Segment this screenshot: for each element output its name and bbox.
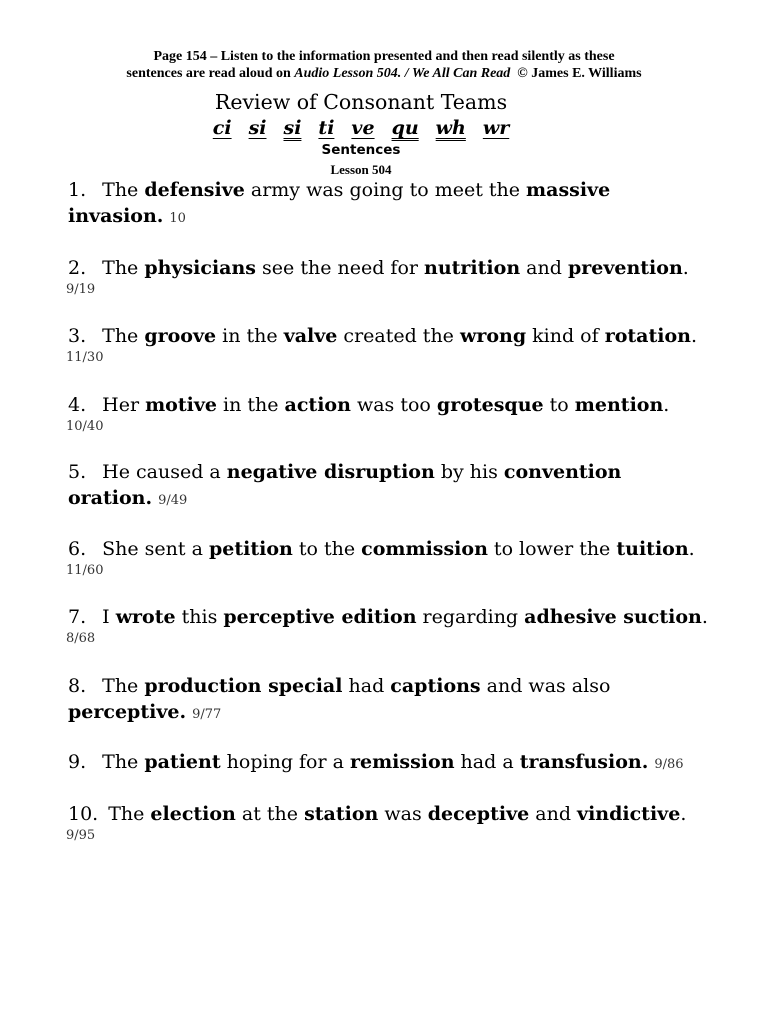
sentence-3 <box>68 323 697 367</box>
sentence-text: . <box>680 803 687 825</box>
sentence-text: was too <box>350 394 437 416</box>
sentence-text: Her <box>102 394 146 416</box>
sentence-6 <box>68 536 695 580</box>
sentence-text: to lower the <box>487 538 617 560</box>
bold-word: wrote <box>115 606 176 628</box>
word-count-line <box>66 562 695 580</box>
bold-word: station <box>304 803 379 825</box>
bold-word: nutrition <box>424 257 521 279</box>
bold-word: perceptive edition <box>223 606 417 628</box>
sentence-2 <box>68 255 689 299</box>
word-count: 10/40 <box>66 419 104 434</box>
sentence-text: was <box>378 803 428 825</box>
sentence-text: by his <box>434 461 504 483</box>
sentence-line <box>68 203 610 229</box>
bold-word: rotation <box>604 325 691 347</box>
sentence-number: 5. <box>68 461 87 483</box>
sentence-text: see the need for <box>256 257 425 279</box>
word-count-line <box>66 827 686 845</box>
bold-word: transfusion. <box>519 751 649 773</box>
sentence-text: I <box>102 606 116 628</box>
sentence-line <box>68 392 669 418</box>
sentence-number: 8. <box>68 675 87 697</box>
sentence-text: had <box>342 675 391 697</box>
bold-word: valve <box>283 325 338 347</box>
consonant-teams-row <box>0 115 722 141</box>
bold-word: defensive <box>144 179 245 201</box>
sentence-text: army was going to meet the <box>244 179 527 201</box>
word-count-line <box>66 418 669 436</box>
sentence-line <box>68 459 621 485</box>
page-instructions-continued: sentences are read aloud on <box>126 66 295 81</box>
bold-word: wrong <box>459 325 527 347</box>
bold-word: groove <box>144 325 217 347</box>
bold-word: production special <box>144 675 343 697</box>
sentence-text: regarding <box>416 606 525 628</box>
section-subtitle: Sentences <box>321 142 401 158</box>
audio-lesson-reference: Audio Lesson 504. / We All Can Read <box>294 66 511 81</box>
consonant-team-3: si <box>283 117 302 139</box>
sentence-5 <box>68 459 621 511</box>
bold-word: convention <box>503 461 622 483</box>
sentence-line <box>68 604 708 630</box>
bold-word: oration. <box>68 487 153 509</box>
bold-word: grotesque <box>436 394 544 416</box>
consonant-team-4: ti <box>318 117 335 139</box>
sentence-number: 1. <box>68 179 87 201</box>
sentence-text: had a <box>454 751 520 773</box>
sentence-text: and was also <box>480 675 611 697</box>
sentence-line <box>68 485 621 511</box>
bold-word: captions <box>390 675 481 697</box>
word-count: 9/49 <box>158 493 188 508</box>
sentence-8 <box>68 673 610 725</box>
page-instructions: Page 154 – Listen to the information presented and then read silently as these <box>153 49 615 64</box>
sentence-text: The <box>102 751 145 773</box>
bold-word: remission <box>349 751 455 773</box>
sentence-line <box>68 536 695 562</box>
sentence-number: 2. <box>68 257 87 279</box>
sentence-text: hoping for a <box>220 751 350 773</box>
bold-word: perceptive. <box>68 701 187 723</box>
sentence-text: . <box>682 257 689 279</box>
sentence-text: kind of <box>526 325 605 347</box>
lesson-title: Review of Consonant Teams <box>214 90 508 114</box>
page-header-line-2 <box>0 65 768 83</box>
sentence-9 <box>68 749 684 775</box>
sentence-text: The <box>102 257 145 279</box>
sentence-text: . <box>690 325 698 347</box>
word-count-line <box>66 349 697 367</box>
sentence-line <box>68 177 610 203</box>
sentence-number: 3. <box>68 325 87 347</box>
sentence-text: . <box>663 394 670 416</box>
word-count: 9/77 <box>192 707 222 722</box>
consonant-team-6: qu <box>391 117 419 139</box>
sentence-number: 9. <box>68 751 87 773</box>
bold-word: negative disruption <box>226 461 435 483</box>
bold-word: tuition <box>616 538 689 560</box>
word-count: 9/95 <box>66 828 96 843</box>
sentence-line <box>68 255 689 281</box>
sentence-text: and <box>529 803 578 825</box>
word-count: 10 <box>169 211 186 226</box>
sentence-line <box>68 749 684 775</box>
sentence-text: The <box>108 803 151 825</box>
sentence-10 <box>68 801 686 845</box>
bold-word: patient <box>144 751 221 773</box>
bold-word: massive <box>526 179 611 201</box>
consonant-team-2: si <box>248 117 267 139</box>
sentence-7 <box>68 604 708 648</box>
sentence-text: created the <box>337 325 460 347</box>
sentence-text: in the <box>216 325 284 347</box>
word-count: 11/30 <box>66 350 104 365</box>
word-count-line <box>66 281 689 299</box>
consonant-team-5: ve <box>351 117 375 139</box>
word-count: 9/86 <box>654 757 684 772</box>
sentence-text: The <box>102 675 145 697</box>
bold-word: invasion. <box>68 205 164 227</box>
bold-word: motive <box>145 394 217 416</box>
sentence-4 <box>68 392 669 436</box>
sentence-line <box>68 323 697 349</box>
sentence-number: 6. <box>68 538 87 560</box>
sentence-number: 10. <box>68 803 99 825</box>
copyright-notice: © James E. Williams <box>510 66 642 81</box>
bold-word: commission <box>361 538 488 560</box>
sentence-text: . <box>688 538 695 560</box>
sentence-line <box>68 801 686 827</box>
sentence-line <box>68 673 610 699</box>
bold-word: election <box>150 803 236 825</box>
sentence-text: in the <box>216 394 285 416</box>
sentence-1 <box>68 177 610 229</box>
bold-word: vindictive <box>577 803 681 825</box>
sentence-number: 4. <box>68 394 87 416</box>
bold-word: physicians <box>144 257 257 279</box>
word-count: 11/60 <box>66 563 104 578</box>
page-header-line-1 <box>0 48 768 66</box>
lesson-number: Lesson 504 <box>330 162 392 177</box>
consonant-team-8: wr <box>482 117 510 139</box>
sentence-text: to the <box>292 538 362 560</box>
bold-word: mention <box>574 394 664 416</box>
sentence-text: at the <box>235 803 305 825</box>
bold-word: action <box>284 394 351 416</box>
word-count-line <box>66 630 708 648</box>
sentence-number: 7. <box>68 606 87 628</box>
sentence-text: . <box>701 606 708 628</box>
sentence-text: this <box>175 606 224 628</box>
bold-word: petition <box>208 538 293 560</box>
consonant-team-1: ci <box>212 117 232 139</box>
sentence-text: to <box>543 394 575 416</box>
bold-word: deceptive <box>427 803 530 825</box>
word-count: 8/68 <box>66 631 96 646</box>
sentence-text: She sent a <box>102 538 209 560</box>
sentence-text: and <box>520 257 568 279</box>
sentence-text: The <box>102 179 145 201</box>
consonant-team-7: wh <box>435 117 466 139</box>
bold-word: prevention <box>567 257 683 279</box>
sentence-line <box>68 699 610 725</box>
sentence-text: The <box>102 325 145 347</box>
sentence-text: He caused a <box>102 461 227 483</box>
bold-word: adhesive suction <box>524 606 702 628</box>
word-count: 9/19 <box>66 282 96 297</box>
